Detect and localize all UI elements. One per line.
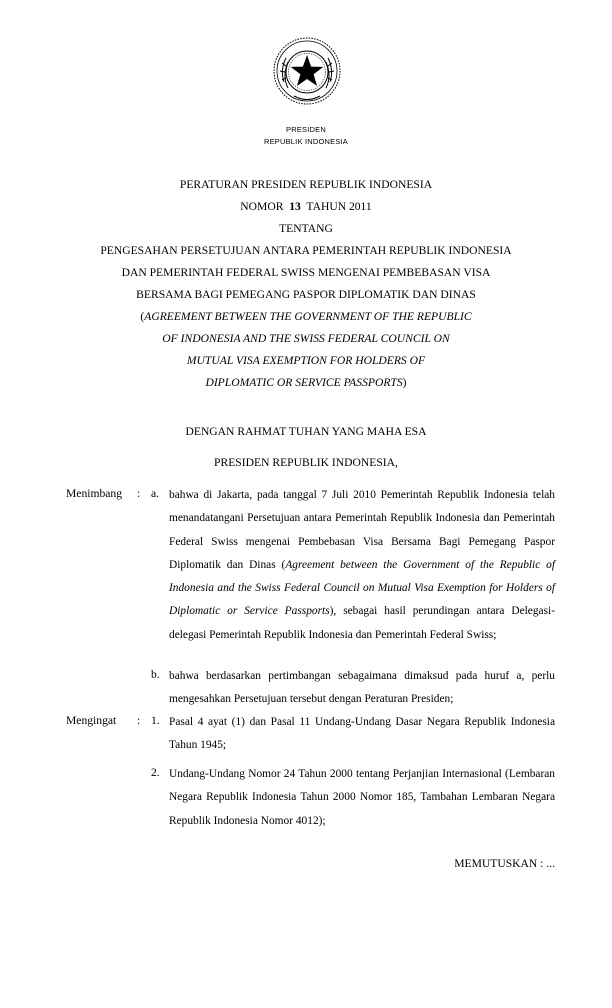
title-line: PERATURAN PRESIDEN REPUBLIK INDONESIA	[179, 178, 433, 191]
regulation-title	[0, 174, 612, 394]
nomor-value: 13	[289, 200, 301, 213]
continuation-text: MEMUTUSKAN : ...	[454, 857, 555, 870]
preamble-president: PRESIDEN REPUBLIK INDONESIA,	[214, 456, 398, 469]
title-english-line: DIPLOMATIC OR SERVICE PASSPORTS)	[205, 376, 407, 389]
title-line: TENTANG	[279, 222, 333, 235]
mengingat-colon: :	[137, 714, 141, 727]
emblem-caption-president: PRESIDEN	[286, 125, 326, 134]
title-number-line	[0, 196, 612, 218]
preamble-blessing: DENGAN RAHMAT TUHAN YANG MAHA ESA	[185, 425, 427, 438]
mengingat-item-2: Undang-Undang Nomor 24 Tahun 2000 tentang Perjanjian Internasional (Lembaran Negara Republik Indonesia Tahun 2000 Nomor 185, Tambahan Lembaran Negara Republik Indonesia Nomor 4012);	[169, 768, 555, 827]
emblem-caption-republic: REPUBLIK INDONESIA	[263, 137, 349, 146]
mengingat-item-2-marker: 2.	[151, 766, 160, 779]
title-line: BERSAMA BAGI PEMEGANG PASPOR DIPLOMATIK DAN DINAS	[136, 288, 476, 301]
menimbang-colon: :	[137, 487, 141, 500]
title-english-line: OF INDONESIA AND THE SWISS FEDERAL COUNCIL ON	[162, 332, 450, 345]
title-line: PENGESAHAN PERSETUJUAN ANTARA PEMERINTAH REPUBLIK INDONESIA	[100, 244, 512, 257]
menimbang-item-a-marker: a.	[151, 487, 160, 500]
menimbang-item-b-marker: b.	[151, 668, 160, 681]
garuda-emblem-icon	[272, 36, 342, 106]
mengingat-item-1-marker: 1.	[151, 714, 160, 727]
mengingat-item-1: Pasal 4 ayat (1) dan Pasal 11 Undang-Undang Dasar Negara Republik Indonesia Tahun 1945;	[169, 716, 555, 752]
title-english-line: MUTUAL VISA EXEMPTION FOR HOLDERS OF	[186, 354, 426, 367]
title-line: DAN PEMERINTAH FEDERAL SWISS MENGENAI PEMBEBASAN VISA	[121, 266, 491, 279]
nomor-label: NOMOR	[240, 200, 284, 213]
menimbang-item-b: bahwa berdasarkan pertimbangan sebagaimana dimaksud pada huruf a, perlu mengesahkan Persetujuan tersebut dengan Peraturan Presiden;	[169, 670, 555, 706]
tahun-label: TAHUN 2011	[306, 200, 372, 213]
menimbang-label: Menimbang	[66, 487, 123, 500]
mengingat-label: Mengingat	[66, 714, 117, 727]
menimbang-item-a: bahwa di Jakarta, pada tanggal 7 Juli 2010 Pemerintah Republik Indonesia telah menandatangani Persetujuan antara Pemerintah Republik Indonesia dan Pemerintah Federal Swiss mengenai Pembebasan Visa Bersama Bagi Pemegang Paspor Diplomatik dan Dinas (Agreement between the Government of the Republic of Indonesia and the Swiss Federal Council on Mutual Visa Exemption for Holders of Diplomatic or Service Passports), sebagai hasil perundingan antara Delegasi-delegasi Pemerintah Republik Indonesia dan Pemerintah Federal Swiss;	[169, 489, 556, 641]
title-english-line: (AGREEMENT BETWEEN THE GOVERNMENT OF THE REPUBLIC	[140, 310, 472, 323]
